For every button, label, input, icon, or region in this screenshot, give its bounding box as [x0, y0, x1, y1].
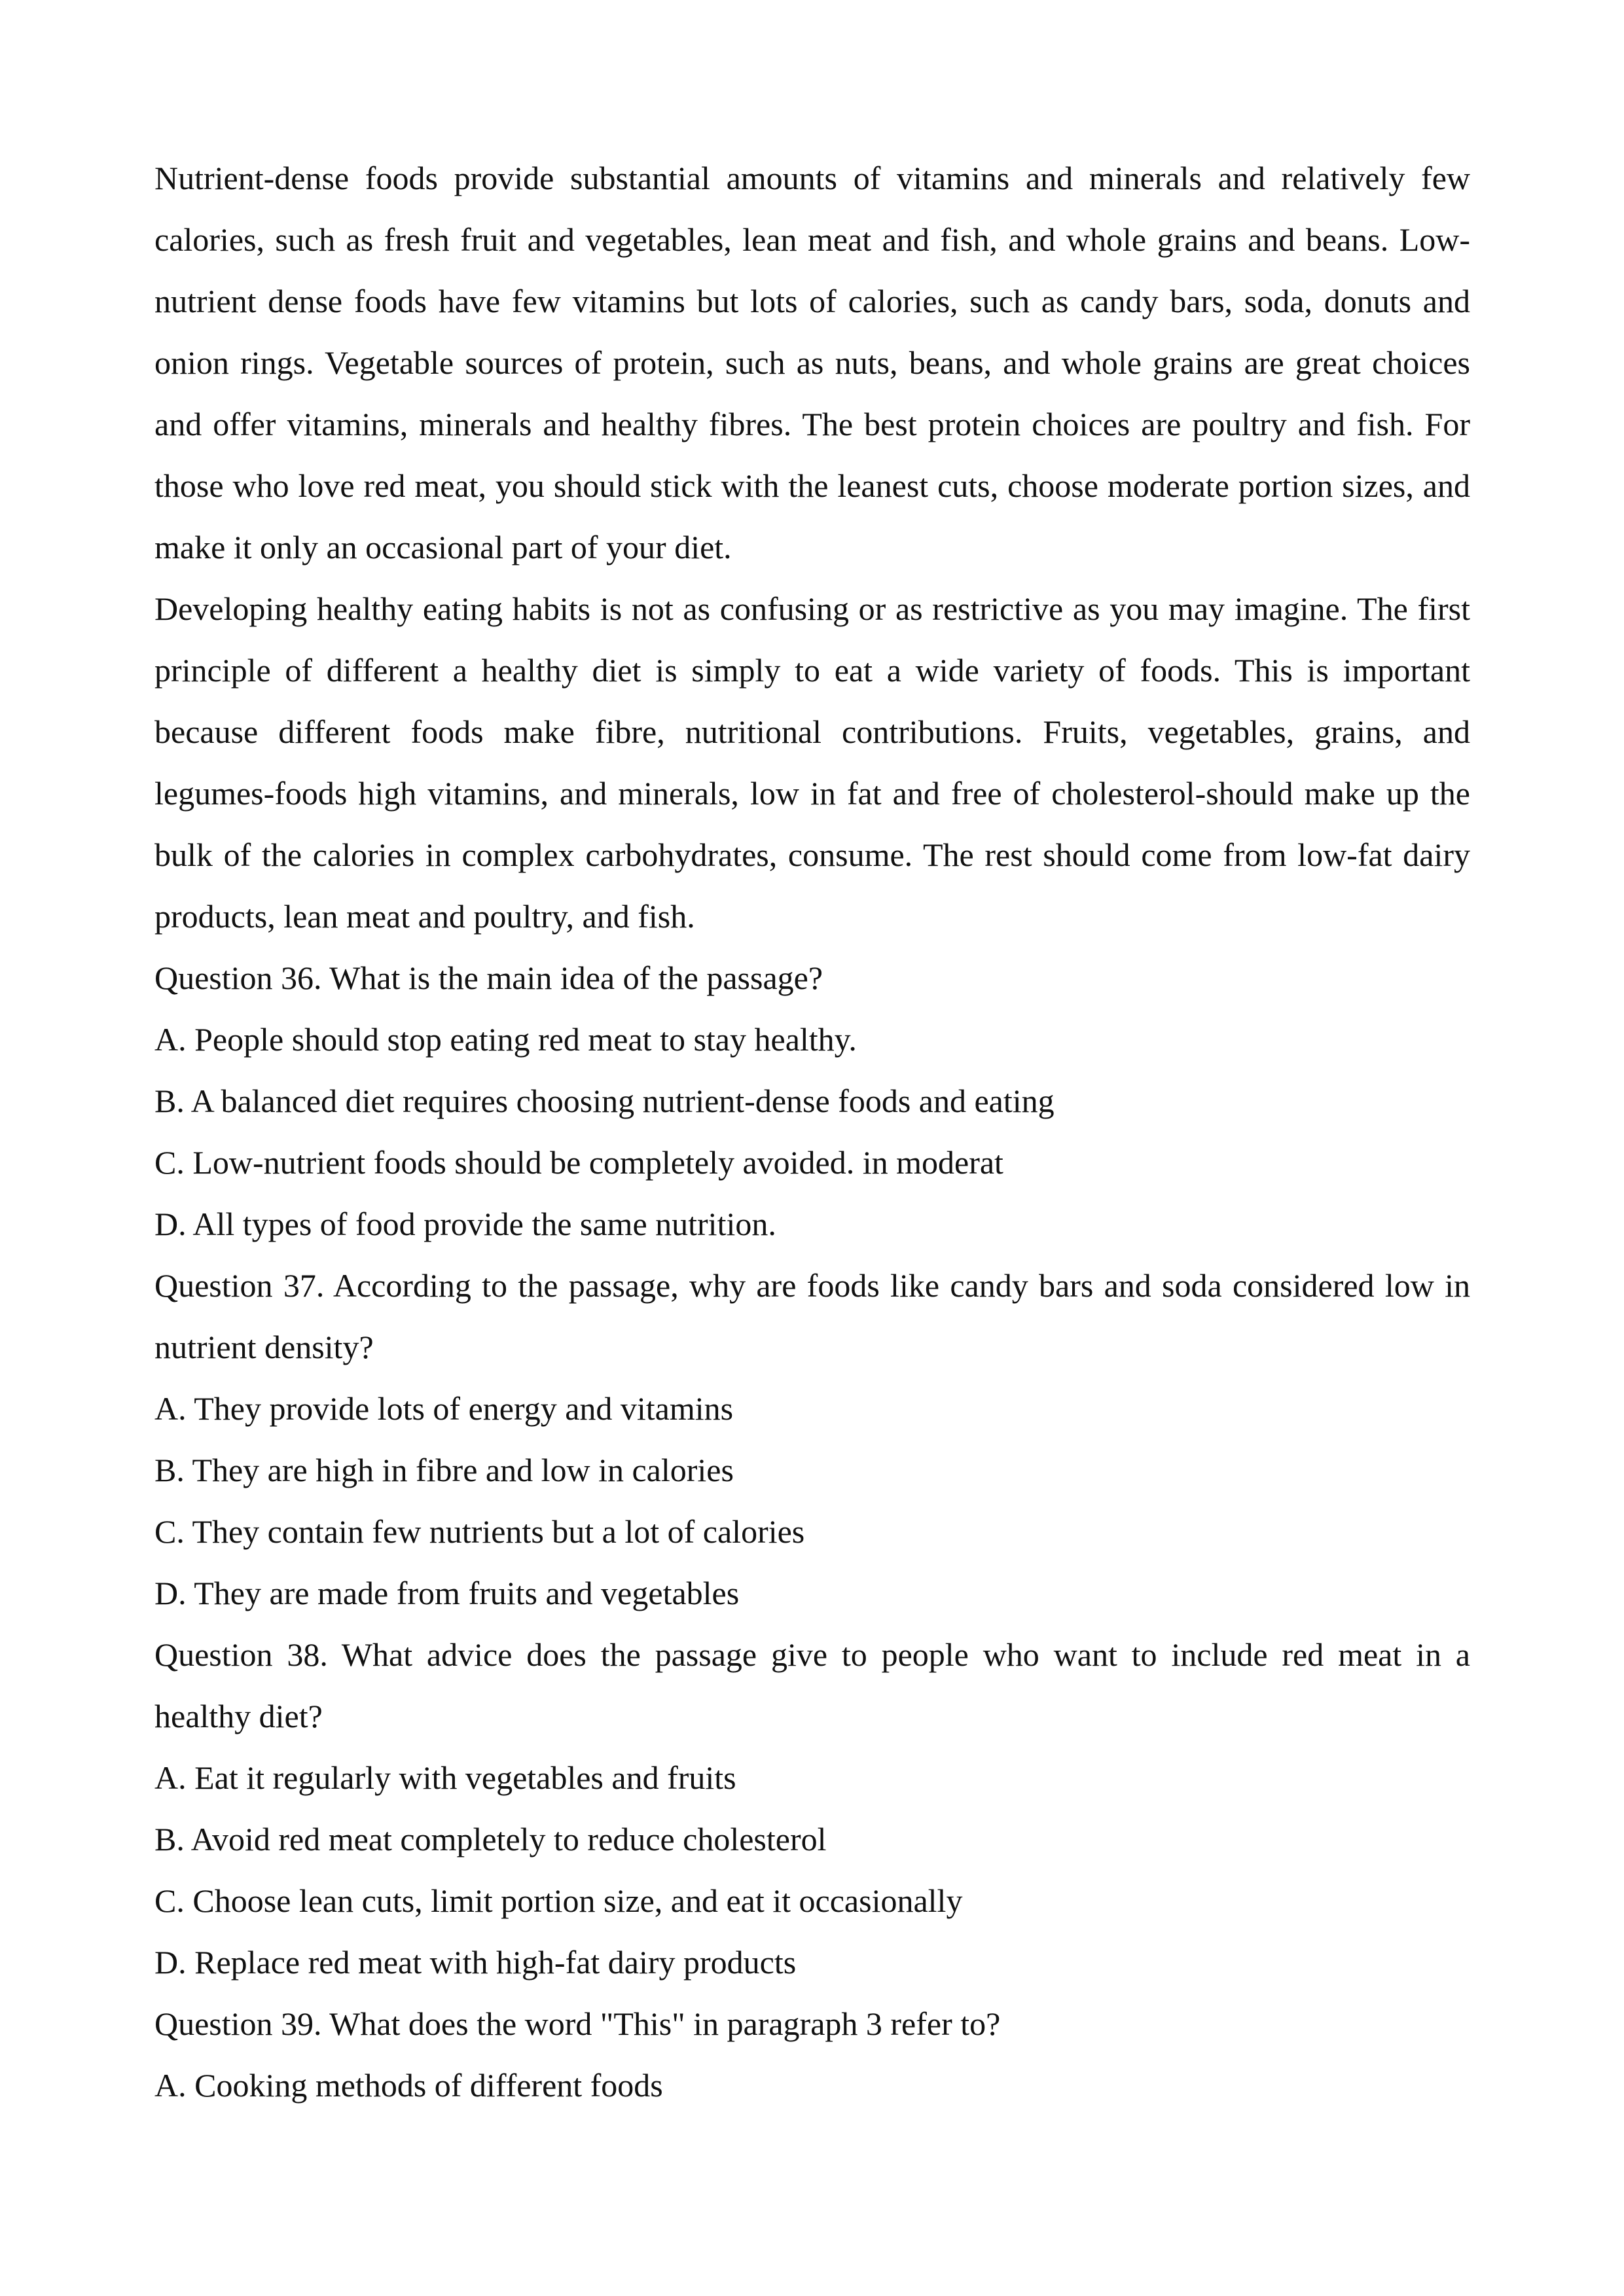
question-36 — [154, 947, 1470, 1255]
answer-option-a: A. Cooking methods of different foods — [154, 2067, 663, 2104]
answer-option-c: C. Low-nutrient foods should be completely avoided. in moderat — [154, 1144, 1003, 1181]
question-39 — [154, 1993, 1470, 2116]
answer-option-b: B. They are high in fibre and low in calories — [154, 1452, 734, 1488]
answer-option-a: A. Eat it regularly with vegetables and fruits — [154, 1759, 736, 1796]
question-prompt: Question 36. What is the main idea of the passage? — [154, 960, 823, 996]
question-38 — [154, 1624, 1470, 1993]
question-prompt: Question 39. What does the word "This" in paragraph 3 refer to? — [154, 2005, 1001, 2042]
answer-option-a: A. They provide lots of energy and vitamins — [154, 1390, 734, 1427]
answer-option-c: C. They contain few nutrients but a lot of calories — [154, 1513, 805, 1550]
answer-option-d: D. They are made from fruits and vegetables — [154, 1575, 740, 1611]
answer-option-a: A. People should stop eating red meat to stay healthy. — [154, 1021, 857, 1058]
answer-option-d: D. All types of food provide the same nutrition. — [154, 1206, 776, 1242]
passage-paragraph-2: Developing healthy eating habits is not as confusing or as restrictive as you may imagine. The first principle of different a healthy diet is simply to eat a wide variety of foods. This is important because different foods make fibre, nutritional contributions. Fruits, vegetables, grains, and legumes-foods high vitamins, and minerals, low in fat and free of cholesterol-should make up the bulk of the calories in complex carbohydrates, consume. The rest should come from low-fat dairy products, lean meat and poultry, and fish. — [154, 590, 1470, 935]
answer-option-b: B. A balanced diet requires choosing nutrient-dense foods and eating — [154, 1083, 1055, 1119]
question-37 — [154, 1255, 1470, 1624]
question-prompt: Question 37. According to the passage, why are foods like candy bars and soda considered low in nutrient density? — [154, 1267, 1470, 1365]
answer-option-b: B. Avoid red meat completely to reduce cholesterol — [154, 1821, 827, 1857]
answer-option-c: C. Choose lean cuts, limit portion size, and eat it occasionally — [154, 1882, 963, 1919]
answer-option-d: D. Replace red meat with high-fat dairy products — [154, 1944, 797, 1981]
passage-paragraph-1: Nutrient-dense foods provide substantial amounts of vitamins and minerals and relatively few calories, such as fresh fruit and vegetables, lean meat and fish, and whole grains and beans. Low-nutrient dense foods have few vitamins but lots of calories, such as candy bars, soda, donuts and onion rings. Vegetable sources of protein, such as nuts, beans, and whole grains are great choices and offer vitamins, minerals and healthy fibres. The best protein choices are poultry and fish. For those who love red meat, you should stick with the leanest cuts, choose moderate portion sizes, and make it only an occasional part of your diet. — [154, 160, 1470, 565]
document-body — [154, 147, 1470, 2116]
question-prompt: Question 38. What advice does the passage give to people who want to include red meat in a healthy diet? — [154, 1636, 1470, 1734]
